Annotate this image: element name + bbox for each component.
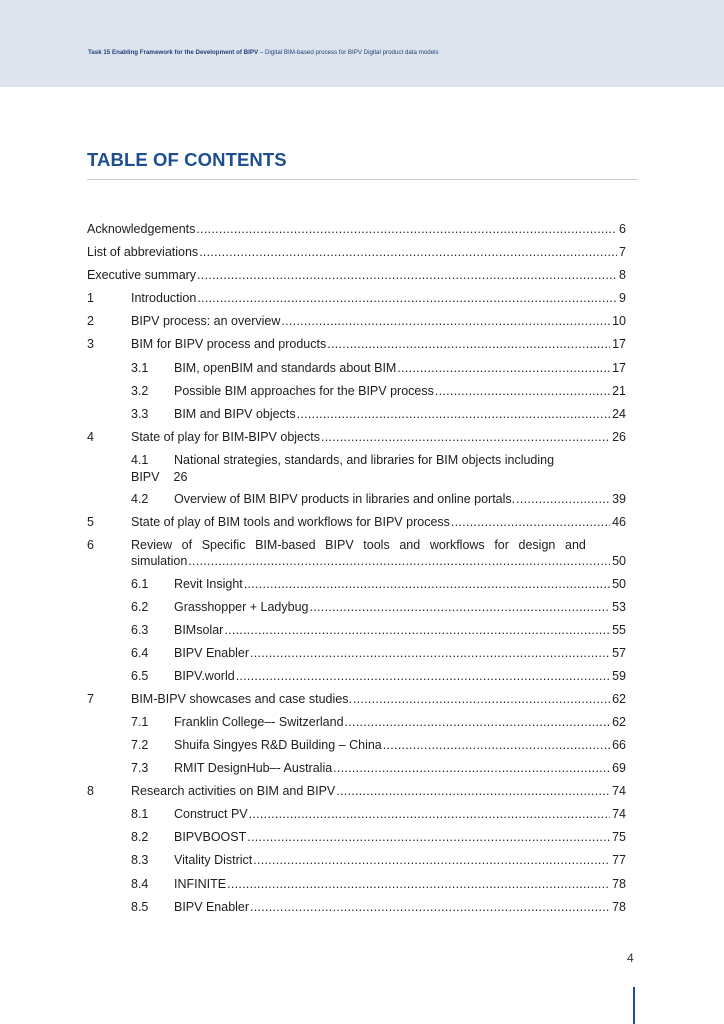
toc-entry-number: 3.3 xyxy=(131,407,149,421)
toc-title-word: design xyxy=(518,538,556,552)
toc-leader-dots xyxy=(321,429,610,445)
toc-entry-title: BIPV.world xyxy=(174,669,235,683)
toc-leader-dots xyxy=(333,760,610,776)
toc-entry-title: BIM-BIPV showcases and case studies. xyxy=(131,692,352,706)
toc-entry-number: 3 xyxy=(87,337,94,351)
toc-entry-number: 8.2 xyxy=(131,830,149,844)
toc-leader-dots xyxy=(383,737,610,753)
toc-entry-page: 21 xyxy=(612,384,626,398)
toc-title-word: for xyxy=(494,538,509,552)
toc-leader-dots xyxy=(353,691,610,707)
toc-leader-dots xyxy=(309,599,610,615)
toc-entry-page: 17 xyxy=(612,337,626,351)
toc-entry-title: Possible BIM approaches for the BIPV process xyxy=(174,384,434,398)
toc-leader-dots xyxy=(336,783,610,799)
toc-entry-title: RMIT DesignHub–- Australia xyxy=(174,761,333,775)
toc-leader-dots xyxy=(253,852,610,868)
toc-entry-number: 8 xyxy=(87,784,94,798)
toc-title-word: Review xyxy=(131,538,172,552)
toc-entry-number: 2 xyxy=(87,314,94,328)
toc-entry-page: 62 xyxy=(612,692,626,706)
toc-entry-page: 69 xyxy=(612,761,626,775)
toc-entry-page: 62 xyxy=(612,715,626,729)
toc-entry-number: 6.1 xyxy=(131,577,149,591)
toc-entry-page: 10 xyxy=(612,314,626,328)
toc-entry-number: 8.3 xyxy=(131,853,149,867)
toc-entry-title xyxy=(131,537,586,553)
toc-entry-number: 4.1 xyxy=(131,453,149,467)
toc-entry-number: 7.2 xyxy=(131,738,149,752)
toc-title-word: Specific xyxy=(201,538,246,552)
toc-title-word: tools xyxy=(363,538,390,552)
toc-leader-dots xyxy=(249,806,610,822)
toc-leader-dots xyxy=(345,714,611,730)
toc-entry-title: Acknowledgements xyxy=(87,222,196,236)
toc-entry-title: Construct PV xyxy=(174,807,248,821)
toc-entry-page: 66 xyxy=(612,738,626,752)
toc-leader-dots xyxy=(244,576,610,592)
toc-entry-page: 6 xyxy=(619,222,626,236)
toc-entry-number: 6.5 xyxy=(131,669,149,683)
toc-entry-title: BIM and BIPV objects xyxy=(174,407,296,421)
toc-entry-page: 26 xyxy=(173,470,188,484)
toc-entry-page: 74 xyxy=(612,784,626,798)
toc-entry-number: 7 xyxy=(87,692,94,706)
toc-title-word: and xyxy=(565,538,586,552)
toc-leader-dots xyxy=(188,553,610,569)
toc-title-word: workflows xyxy=(429,538,485,552)
toc-entry-title: Executive summary xyxy=(87,268,197,282)
toc-entry-number: 5 xyxy=(87,515,94,529)
toc-title-word: and xyxy=(399,538,421,552)
toc-entry-page: 50 xyxy=(612,577,626,591)
toc-entry-number: 6 xyxy=(87,538,94,552)
toc-entry-number: 6.2 xyxy=(131,600,149,614)
toc-leader-dots xyxy=(281,313,610,329)
toc-leader-dots xyxy=(247,829,610,845)
toc-entry-title: Overview of BIM BIPV products in libraries and online portals. xyxy=(174,492,516,506)
toc-title-word: BIM-based xyxy=(255,538,316,552)
toc-entry-title: Revit Insight xyxy=(174,577,243,591)
toc-leader-dots xyxy=(451,514,610,530)
toc-entry-title: BIM for BIPV process and products xyxy=(131,337,327,351)
toc-leader-dots xyxy=(516,491,610,507)
toc-entry-number: 3.2 xyxy=(131,384,149,398)
toc-entry-number: 8.1 xyxy=(131,807,149,821)
toc-leader-dots xyxy=(236,668,610,684)
toc-entry-title: Franklin College–- Switzerland xyxy=(174,715,344,729)
toc-entry-title: State of play of BIM tools and workflows for BIPV process xyxy=(131,515,450,529)
toc-entry-number: 6.3 xyxy=(131,623,149,637)
toc-leader-dots xyxy=(224,622,610,638)
toc-entry-page: 55 xyxy=(612,623,626,637)
toc-entry-page: 39 xyxy=(612,492,626,506)
toc-entry-title: National strategies, standards, and libraries for BIM objects including xyxy=(174,453,555,467)
toc-entry-title: Shuifa Singyes R&D Building – China xyxy=(174,738,382,752)
toc-entry-title: BIM, openBIM and standards about BIM xyxy=(174,361,397,375)
toc-entry-page: 8 xyxy=(619,268,626,282)
toc-entry-number: 8.4 xyxy=(131,877,149,891)
toc-entry-title: BIPV Enabler xyxy=(174,646,250,660)
toc-leader-dots xyxy=(197,267,617,283)
toc-entry-page: 7 xyxy=(619,245,626,259)
toc-entry-title: Introduction xyxy=(131,291,197,305)
toc-entry-page: 9 xyxy=(619,291,626,305)
margin-accent-bar xyxy=(633,987,635,1024)
toc-entry-number: 7.3 xyxy=(131,761,149,775)
toc-entry-title: INFINITE xyxy=(174,877,227,891)
toc-entry-page: 59 xyxy=(612,669,626,683)
page-title: TABLE OF CONTENTS xyxy=(87,149,287,170)
toc-leader-dots xyxy=(199,244,617,260)
toc-entry-page: 46 xyxy=(612,515,626,529)
toc-entry-title-line2: BIPV xyxy=(131,470,160,484)
toc-entry-title: BIPV process: an overview xyxy=(131,314,281,328)
toc-entry-number: 6.4 xyxy=(131,646,149,660)
toc-entry-title: State of play for BIM-BIPV objects xyxy=(131,430,320,444)
toc-entry-page: 78 xyxy=(612,900,626,914)
toc-title-word: BIPV xyxy=(325,538,354,552)
running-header-rest: – Digital BIM-based process for BIPV Digital product data models xyxy=(258,49,439,56)
toc-entry-page: 53 xyxy=(612,600,626,614)
toc-leader-dots xyxy=(397,360,610,376)
toc-entry-page: 77 xyxy=(612,853,626,867)
toc-leader-dots xyxy=(227,876,610,892)
toc-entry-title-line2: simulation xyxy=(131,554,188,568)
toc-entry-title: BIPVBOOST xyxy=(174,830,247,844)
toc-leader-dots xyxy=(297,406,611,422)
toc-entry-number: 4 xyxy=(87,430,94,444)
toc-leader-dots xyxy=(197,290,617,306)
toc-title-word: of xyxy=(181,538,193,552)
toc-leader-dots xyxy=(435,383,610,399)
page-number: 4 xyxy=(627,951,634,965)
toc-entry-title: List of abbreviations xyxy=(87,245,199,259)
toc-entry-number: 3.1 xyxy=(131,361,149,375)
toc-entry-number: 1 xyxy=(87,291,94,305)
toc-entry-page: 24 xyxy=(612,407,626,421)
running-header-bold: Task 15 Enabling Framework for the Development of BIPV xyxy=(88,49,259,56)
toc-entry-title: Vitality District xyxy=(174,853,253,867)
toc-entry-title: Grasshopper + Ladybug xyxy=(174,600,309,614)
toc-entry-page: 78 xyxy=(612,877,626,891)
toc-entry-page: 17 xyxy=(612,361,626,375)
toc-entry-title: BIPV Enabler xyxy=(174,900,250,914)
toc-leader-dots xyxy=(250,899,610,915)
toc-entry-title: BIMsolar xyxy=(174,623,224,637)
toc-entry-title-continued xyxy=(131,469,187,485)
toc-entry-page: 75 xyxy=(612,830,626,844)
toc-leader-dots xyxy=(327,336,610,352)
toc-leader-dots xyxy=(250,645,610,661)
toc-entry-page: 26 xyxy=(612,430,626,444)
toc-leader-dots xyxy=(196,221,617,237)
toc-entry-page: 74 xyxy=(612,807,626,821)
toc-entry-number: 7.1 xyxy=(131,715,149,729)
toc-entry-number: 8.5 xyxy=(131,900,149,914)
toc-entry-page: 50 xyxy=(612,554,626,568)
toc-entry-title: Research activities on BIM and BIPV xyxy=(131,784,336,798)
toc-entry-page: 57 xyxy=(612,646,626,660)
toc-entry-number: 4.2 xyxy=(131,492,149,506)
